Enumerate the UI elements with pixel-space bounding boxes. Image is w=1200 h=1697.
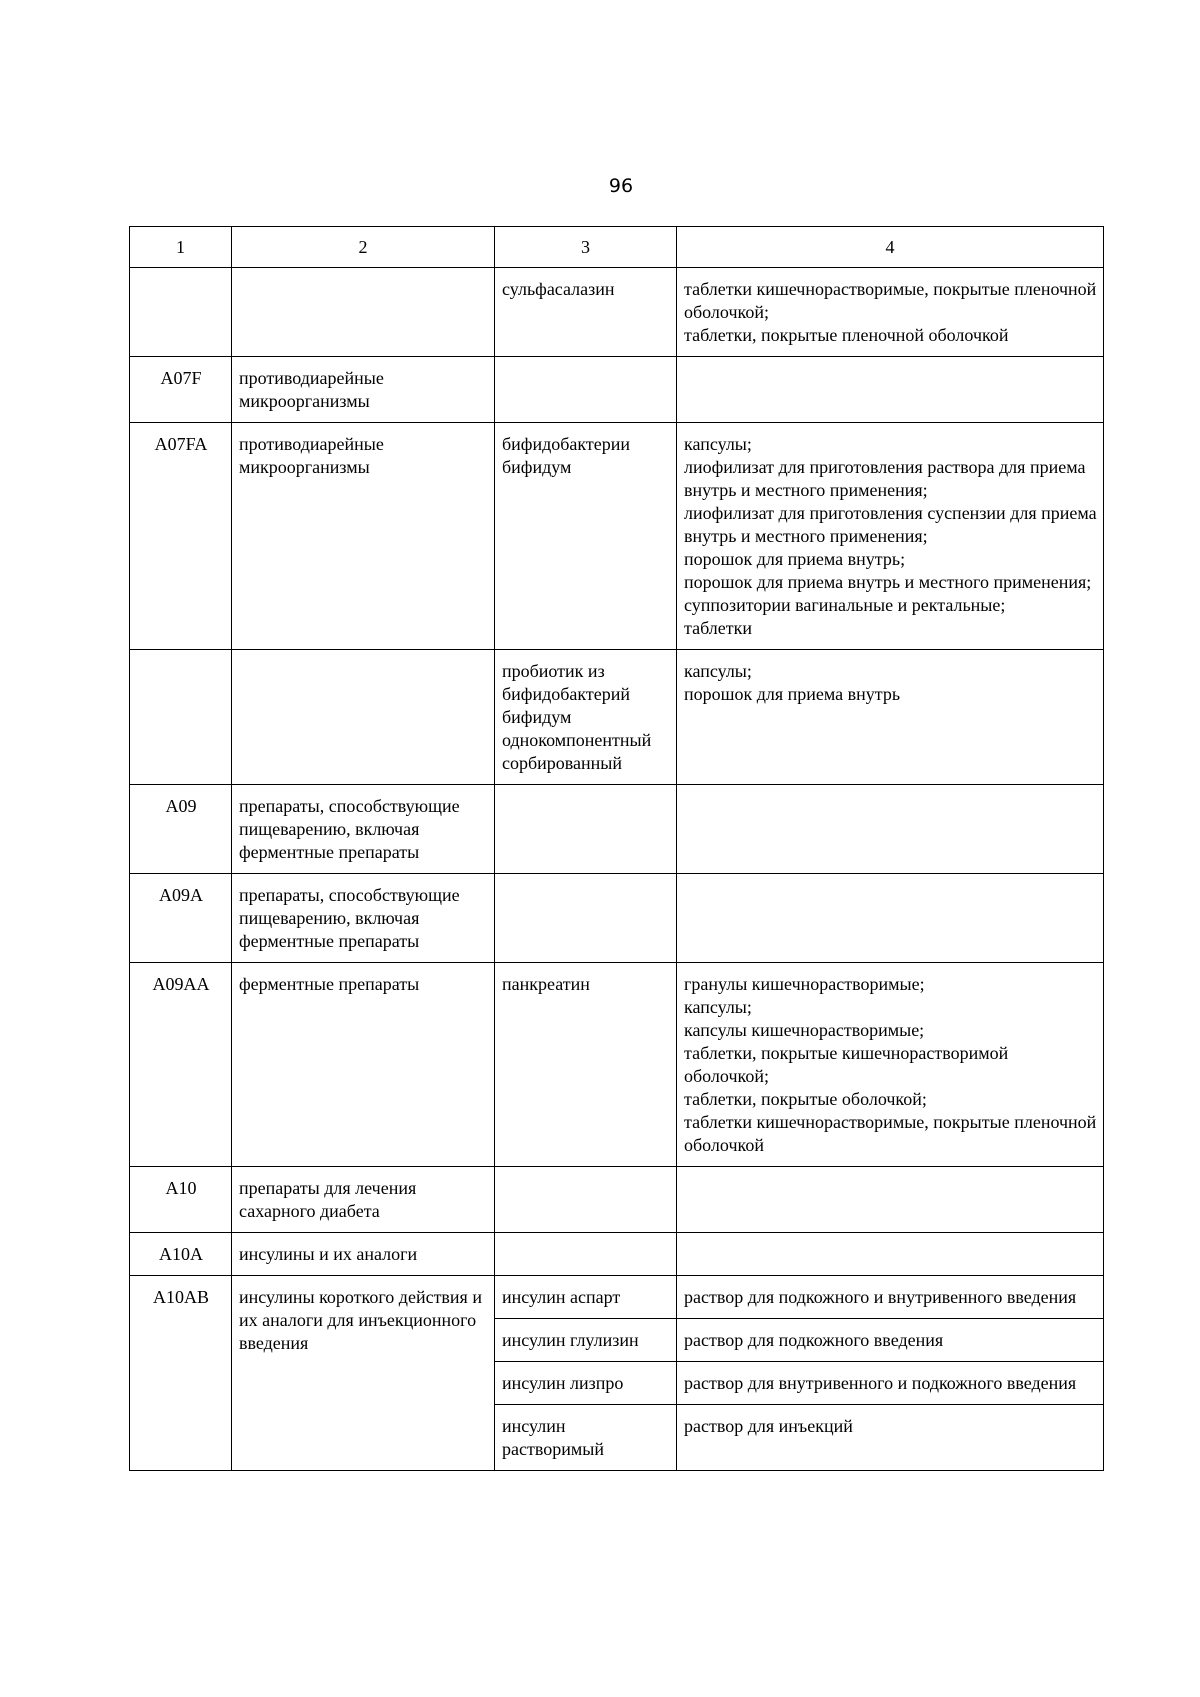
column-header: 2 xyxy=(232,227,495,268)
dosage-form: лиофилизат для приготовления суспензии для приема внутрь и местного применения; xyxy=(684,503,1097,546)
column-header: 1 xyxy=(130,227,232,268)
dosage-form: гранулы кишечнорастворимые; xyxy=(684,974,925,994)
group-name-cell: препараты для лечения сахарного диабета xyxy=(232,1167,495,1233)
table-row xyxy=(130,785,1104,874)
atc-code-cell xyxy=(130,268,232,357)
group-name-cell: противодиарейные микроорганизмы xyxy=(232,357,495,423)
atc-code-cell: A07F xyxy=(130,357,232,423)
drug-name-cell: инсулин лизпро xyxy=(495,1362,677,1405)
dosage-forms-cell xyxy=(677,874,1104,963)
drug-name-cell: бифидобактерии бифидум xyxy=(495,423,677,650)
dosage-forms-cell xyxy=(677,963,1104,1167)
drug-name-cell xyxy=(495,1233,677,1276)
group-name-cell: ферментные препараты xyxy=(232,963,495,1167)
dosage-forms-cell xyxy=(677,785,1104,874)
table-row xyxy=(130,423,1104,650)
atc-code-cell: A09 xyxy=(130,785,232,874)
header-row xyxy=(130,227,1104,268)
dosage-form: порошок для приема внутрь xyxy=(684,684,901,704)
atc-code-cell xyxy=(130,650,232,785)
group-name-cell: препараты, способствующие пищеварению, включая ферментные препараты xyxy=(232,874,495,963)
dosage-form: раствор для инъекций xyxy=(684,1416,853,1436)
drug-name-cell: пробиотик из бифидобактерий бифидум однокомпонентный сорбированный xyxy=(495,650,677,785)
table-row xyxy=(130,268,1104,357)
drug-name-cell: панкреатин xyxy=(495,963,677,1167)
group-name-cell: инсулины короткого действия и их аналоги для инъекционного введения xyxy=(232,1276,495,1471)
table-row xyxy=(130,357,1104,423)
dosage-form: капсулы; xyxy=(684,434,752,454)
page-number: 96 xyxy=(608,175,634,197)
dosage-form: раствор для внутривенного и подкожного введения xyxy=(684,1373,1077,1393)
drug-name-cell xyxy=(495,874,677,963)
dosage-forms-cell xyxy=(677,1362,1104,1405)
atc-code-cell: A10 xyxy=(130,1167,232,1233)
dosage-forms-cell xyxy=(677,1276,1104,1319)
dosage-form: раствор для подкожного и внутривенного введения xyxy=(684,1287,1077,1307)
atc-code-cell: A10A xyxy=(130,1233,232,1276)
dosage-form: таблетки кишечнорастворимые, покрытые пленочной оболочкой; xyxy=(684,279,1097,322)
dosage-forms-cell xyxy=(677,1167,1104,1233)
dosage-form: капсулы; xyxy=(684,997,752,1017)
table-row xyxy=(130,650,1104,785)
drug-name-cell xyxy=(495,1167,677,1233)
drug-name-cell xyxy=(495,785,677,874)
dosage-forms-cell xyxy=(677,1405,1104,1471)
dosage-form: таблетки, покрытые пленочной оболочкой xyxy=(684,325,1009,345)
dosage-form: порошок для приема внутрь; xyxy=(684,549,906,569)
dosage-form: порошок для приема внутрь и местного применения; xyxy=(684,572,1092,592)
table-row xyxy=(130,1167,1104,1233)
drug-name-cell: инсулин растворимый xyxy=(495,1405,677,1471)
drug-name-cell: сульфасалазин xyxy=(495,268,677,357)
group-name-cell: инсулины и их аналоги xyxy=(232,1233,495,1276)
dosage-forms-cell xyxy=(677,1233,1104,1276)
column-header: 4 xyxy=(677,227,1104,268)
dosage-forms-cell xyxy=(677,268,1104,357)
dosage-form: раствор для подкожного введения xyxy=(684,1330,944,1350)
dosage-form: капсулы кишечнорастворимые; xyxy=(684,1020,925,1040)
group-name-cell xyxy=(232,268,495,357)
drug-name-cell: инсулин глулизин xyxy=(495,1319,677,1362)
table-row xyxy=(130,1233,1104,1276)
drug-name-cell xyxy=(495,357,677,423)
atc-code-cell: A10AB xyxy=(130,1276,232,1471)
dosage-forms-cell xyxy=(677,1319,1104,1362)
group-name-cell: противодиарейные микроорганизмы xyxy=(232,423,495,650)
column-header: 3 xyxy=(495,227,677,268)
table-row xyxy=(130,963,1104,1167)
group-name-cell xyxy=(232,650,495,785)
dosage-form: таблетки, покрытые кишечнорастворимой оболочкой; xyxy=(684,1043,1009,1086)
dosage-forms-cell xyxy=(677,650,1104,785)
drug-list-table xyxy=(129,226,1104,1471)
table-row xyxy=(130,874,1104,963)
dosage-form: таблетки кишечнорастворимые, покрытые пленочной оболочкой xyxy=(684,1112,1097,1155)
dosage-forms-cell xyxy=(677,357,1104,423)
dosage-form: лиофилизат для приготовления раствора для приема внутрь и местного применения; xyxy=(684,457,1086,500)
atc-code-cell: A09A xyxy=(130,874,232,963)
dosage-forms-cell xyxy=(677,423,1104,650)
table-row xyxy=(130,1276,1104,1319)
group-name-cell: препараты, способствующие пищеварению, включая ферментные препараты xyxy=(232,785,495,874)
drug-name-cell: инсулин аспарт xyxy=(495,1276,677,1319)
dosage-form: таблетки, покрытые оболочкой; xyxy=(684,1089,927,1109)
atc-code-cell: A07FA xyxy=(130,423,232,650)
dosage-form: капсулы; xyxy=(684,661,752,681)
dosage-form: суппозитории вагинальные и ректальные; xyxy=(684,595,1006,615)
atc-code-cell: A09AA xyxy=(130,963,232,1167)
dosage-form: таблетки xyxy=(684,618,753,638)
